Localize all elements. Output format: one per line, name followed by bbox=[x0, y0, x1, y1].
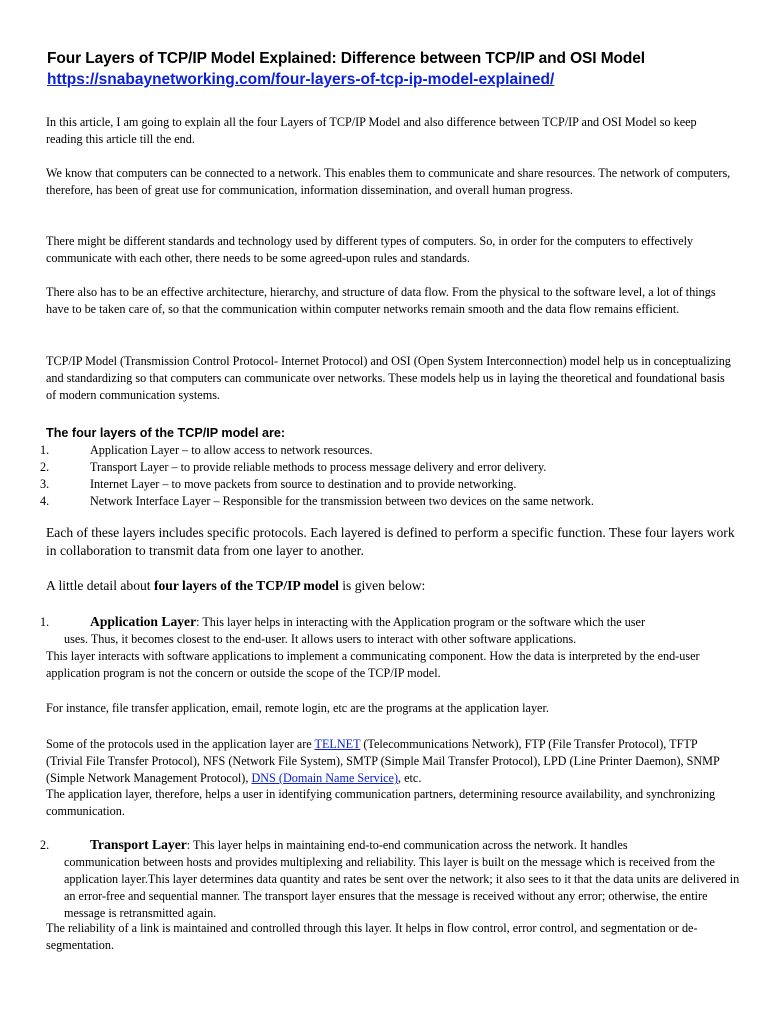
intro-paragraph-1: In this article, I am going to explain all the four Layers of TCP/IP Model and also difference between TCP/IP and OSI Model so keep reading this article till the end. bbox=[46, 115, 697, 146]
intro-paragraph-4: There also has to be an effective architecture, hierarchy, and structure of data flow. From the physical to the software level, a lot of things have to be taken care of, so that the communication within computer networks remain smooth and the data flow remains efficient. bbox=[46, 285, 716, 316]
little-detail-paragraph: A little detail about four layers of the TCP/IP model is given below: bbox=[46, 578, 426, 593]
telnet-link[interactable]: TELNET bbox=[314, 737, 361, 751]
list-item: 2. Transport Layer – to provide reliable methods to process message delivery and error delivery. bbox=[40, 460, 547, 474]
article-title: Four Layers of TCP/IP Model Explained: Difference between TCP/IP and OSI Model bbox=[47, 50, 645, 67]
article-url-link[interactable]: https://snabaynetworking.com/four-layers-of-tcp-ip-model-explained/ bbox=[47, 71, 555, 88]
transport-paragraph-1: The reliability of a link is maintained and controlled through this layer. It helps in flow control, error control, and segmentation or de-segmentation. bbox=[46, 921, 698, 952]
intro-paragraph-5: TCP/IP Model (Transmission Control Protocol- Internet Protocol) and OSI (Open System Interconnection) model help us in conceptualizing and standardizing so that computers can communicate over networks. These models help us in laying the theoretical and foundational basis of modern communication systems. bbox=[46, 354, 731, 402]
layers-collaboration-paragraph: Each of these layers includes specific protocols. Each layered is defined to perform a specific function. These four layers work in collaboration to transmit data from one layer to another. bbox=[46, 525, 735, 558]
application-layer-heading: Application Layer bbox=[90, 614, 197, 629]
application-layer-section: 1. Application Layer: This layer helps in interacting with the Application program or the software which the user uses. Thus, it becomes closest to the end-user. It allows users to interact with other software applications. bbox=[40, 614, 646, 646]
dns-link[interactable]: DNS (Domain Name Service) bbox=[251, 771, 399, 785]
four-layers-list bbox=[40, 442, 740, 510]
intro-paragraph-2: We know that computers can be connected to a network. This enables them to communicate and share resources. The network of computers, therefore, has been of great use for communication, information dissemination, and overall human progress. bbox=[46, 166, 731, 197]
application-paragraph-3: The application layer, therefore, helps a user in identifying communication partners, determining resource availability, and synchronizing communication. bbox=[46, 787, 716, 818]
intro-paragraph-3: There might be different standards and technology used by different types of computers. So, in order for the computers to effectively communicate with each other, there needs to be some agreed-upon rules and standards. bbox=[46, 234, 694, 265]
list-item: 4. Network Interface Layer – Responsible for the transmission between two devices on the same network. bbox=[40, 494, 594, 508]
transport-layer-heading: Transport Layer bbox=[90, 837, 187, 852]
list-item: 3. Internet Layer – to move packets from source to destination and to provide networking. bbox=[40, 477, 517, 491]
application-paragraph-1: This layer interacts with software applications to implement a communicating component. How the data is interpreted by the end-user application program is not the concern or outside the scope of the TCP/IP model. bbox=[46, 649, 700, 680]
application-paragraph-2: For instance, file transfer application, email, remote login, etc are the programs at the application layer. bbox=[46, 701, 549, 715]
four-layers-heading: The four layers of the TCP/IP model are: bbox=[46, 426, 286, 440]
application-protocols-paragraph: Some of the protocols used in the application layer are TELNET (Telecommunications Network), FTP (File Transfer Protocol), TFTP (Trivial File Transfer Protocol), NFS (Network File System), SMTP (Simple Mail Transfer Protocol), LPD (Line Printer Daemon), SNMP (Simple Network Management Protocol), DNS (Domain Name Service), etc. bbox=[46, 737, 720, 785]
list-item: 1. Application Layer – to allow access to network resources. bbox=[40, 443, 373, 457]
transport-layer-section: 2. Transport Layer: This layer helps in maintaining end-to-end communication across the network. It handles communication between hosts and provides multiplexing and reliability. This layer is built on the message which is received from the application layer.This layer determines data quantity and rates be sent over the network; it also sees to it that the data units are delivered in an error-free and sequential manner. The transport layer ensures that the message is received without any error; otherwise, the entire message is retransmitted again. bbox=[40, 837, 740, 920]
